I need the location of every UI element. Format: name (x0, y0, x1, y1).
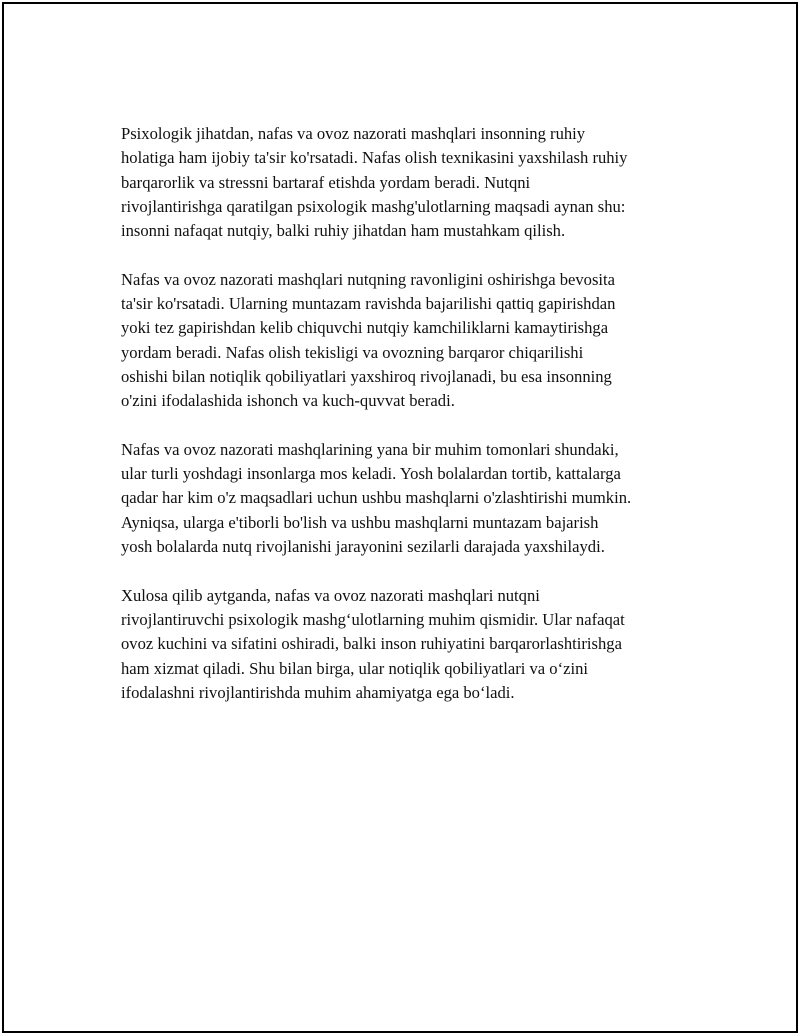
text-line: Psixologik jihatdan, nafas va ovoz nazorati mashqlari insonning ruhiy (121, 124, 586, 143)
text-line: insonni nafaqat nutqiy, balki ruhiy jihatdan ham mustahkam qilish. (121, 221, 566, 241)
text-line: rivojlantirishga qaratilgan psixologik mashg'ulotlarning maqsadi aynan shu: (121, 196, 626, 216)
paragraph-3 (121, 438, 701, 559)
text-line: yordam beradi. Nafas olish tekisligi va ovozning barqaror chiqarilishi (121, 342, 584, 362)
text-line: Nafas va ovoz nazorati mashqlari nutqning ravonligini oshirishga bevosita (121, 269, 616, 289)
text-line: ta'sir ko'rsatadi. Ularning muntazam ravishda bajarilishi qattiq gapirishdan (121, 294, 616, 314)
text-line: ovoz kuchini va sifatini oshiradi, balki inson ruhiyatini barqarorlashtirishga (121, 634, 622, 654)
text-line: ifodalashni rivojlantirishda muhim ahamiyatga ega bo‘ladi. (121, 682, 515, 702)
text-line: oshishi bilan notiqlik qobiliyatlari yaxshiroq rivojlanadi, bu esa insonning (121, 366, 612, 386)
page-frame (2, 2, 798, 1033)
text-line: Nafas va ovoz nazorati mashqlarining yana bir muhim tomonlari shundaki, (121, 439, 619, 459)
text-line: Ayniqsa, ularga e'tiborli bo'lish va ushbu mashqlarni muntazam bajarish (121, 512, 599, 532)
text-line: yoki tez gapirishdan kelib chiquvchi nutqiy kamchiliklarni kamaytirishga (121, 318, 609, 338)
document-body (121, 122, 701, 729)
text-line: ular turli yoshdagi insonlarga mos keladi. Yosh bolalardan tortib, kattalarga (121, 464, 621, 484)
text-line: yosh bolalarda nutq rivojlanishi jarayonini sezilarli darajada yaxshilaydi. (121, 537, 605, 557)
text-line: Xulosa qilib aytganda, nafas va ovoz nazorati mashqlari nutqni (121, 585, 540, 605)
text-line: o'zini ifodalashida ishonch va kuch-quvvat beradi. (121, 391, 455, 411)
text-line: ham xizmat qiladi. Shu bilan birga, ular notiqlik qobiliyatlari va o‘zini (121, 658, 588, 678)
paragraph-2 (121, 268, 701, 414)
text-line: holatiga ham ijobiy ta'sir ko'rsatadi. Nafas olish texnikasini yaxshilash ruhiy (121, 148, 628, 168)
paragraph-1 (121, 122, 701, 243)
paragraph-4 (121, 584, 701, 705)
text-line: rivojlantiruvchi psixologik mashg‘ulotlarning muhim qismidir. Ular nafaqat (121, 609, 625, 629)
text-line: qadar har kim o'z maqsadlari uchun ushbu mashqlarni o'zlashtirishi mumkin. (121, 488, 632, 508)
text-line: barqarorlik va stressni bartaraf etishda yordam beradi. Nutqni (121, 172, 531, 192)
